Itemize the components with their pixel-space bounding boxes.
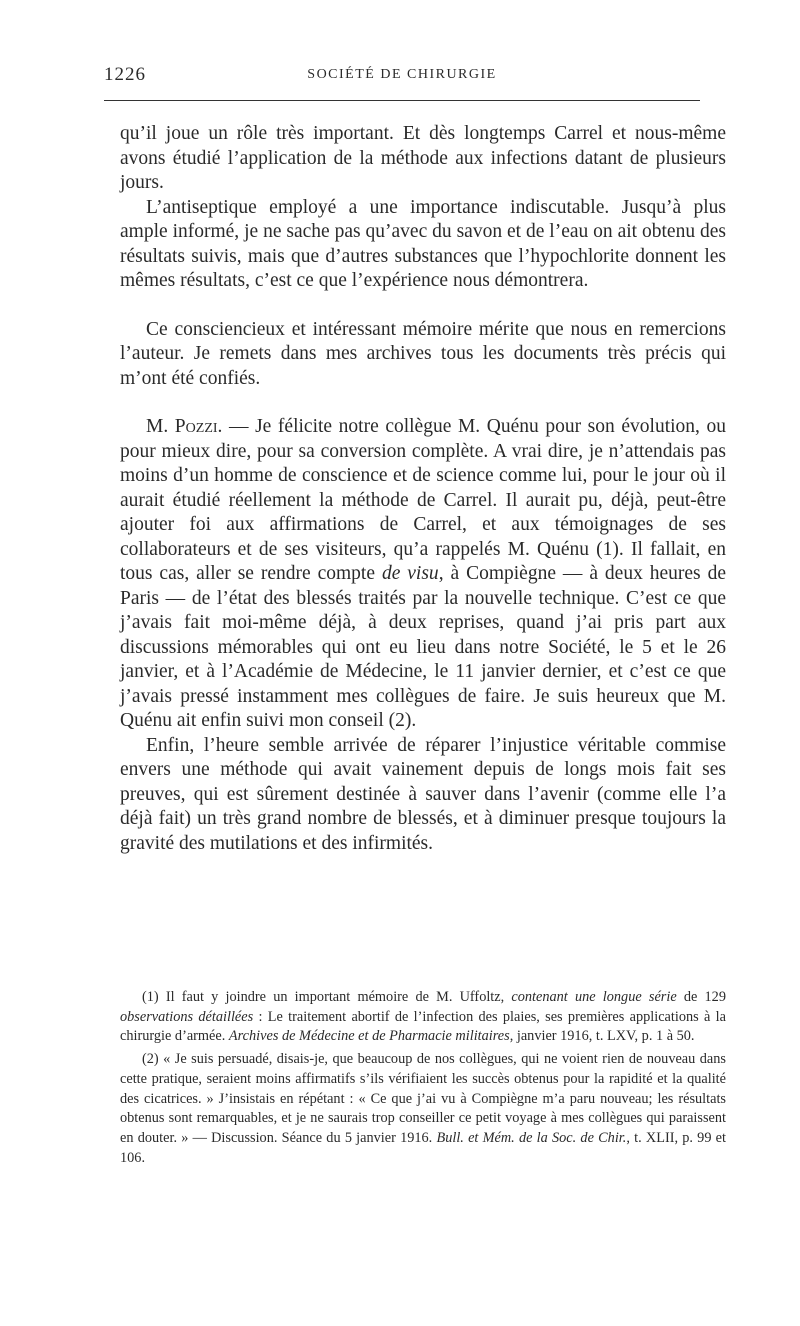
footnote-2 [120,1050,726,1168]
footnotes [120,988,726,1171]
footnote-1-journal: Archives de Médecine et de Pharmacie militaires [228,1028,510,1045]
header-rule [104,100,700,101]
footnote-1-text: (1) Il faut y joindre un important mémoire de M. Uffoltz, [142,989,512,1005]
footnote-1 [120,988,726,1047]
paragraph-4 [120,415,726,734]
running-title: SOCIÉTÉ DE CHIRURGIE [307,67,497,82]
paragraph-gap [120,294,726,318]
footnote-1-text: de 129 [676,989,726,1005]
paragraph-4-italic: de visu [381,563,439,584]
page-number: 1226 [104,64,146,85]
paragraph-gap [120,391,726,415]
footnote-1-text: : Le traitement abortif de l’infection des plaies, ses premières applications à la chirurgie d’armée. [120,1008,726,1045]
main-text [120,122,726,856]
paragraph-4-text-b: , à Compiègne — à deux heures de Paris — de l’état des blessés traités par la nouvelle technique. C’est ce que j’avais fait moi-même déjà, à deux reprises, quand j’ai pris part aux discussions mémorables qui ont eu lieu dans notre Société, le 5 et le 26 janvier, et à l’Académie de Médecine, le 11 janvier dernier, et c’est ce que j’avais pressé instamment mes collègues de faire. Je suis heureux que M. Quénu ait enfin suivi mon conseil (2). [120,563,726,731]
page-header [104,64,700,90]
paragraph-3: Ce consciencieux et intéressant mémoire mérite que nous en remercions l’auteur. Je remets dans mes archives tous les documents très précis qui m’ont été confiés. [120,318,726,389]
paragraph-1: qu’il joue un rôle très important. Et dès longtemps Carrel et nous-même avons étudié l’application de la méthode aux infections datant de plusieurs jours. [120,123,726,193]
footnote-1-text: , janvier 1916, t. LXV, p. 1 à 50. [509,1028,695,1045]
paragraph-5: Enfin, l’heure semble arrivée de réparer l’injustice véritable commise envers une méthode qui avait vainement depuis de longs mois fait ses preuves, qui est sûrement destinée à sauver dans l’avenir (comme elle l’a déjà fait) un très grand nombre de blessés, et à diminuer presque toujours la gravité des mutilations et des infirmités. [120,734,726,854]
footnote-1-italic: observations détaillées [120,1008,254,1025]
paragraph-4-text-a: — Je félicite notre collègue M. Quénu pour son évolution, ou pour mieux dire, pour sa conversion complète. A vrai dire, je n’attendais pas moins d’un homme de conscience et de science comme lui, pour le jour où il aurait étudié réellement la méthode de Carrel. Il aurait pu, déjà, peut-être ajouter foi aux affirmations de Carrel, et aux témoignages de ses collaborateurs et de ses visiteurs, qu’a rappelés M. Quénu (1). Il fallait, en tous cas, aller se rendre compte [120,416,726,584]
footnote-2-journal: Bull. et Mém. de la Soc. de Chir. [436,1129,627,1146]
footnote-2-text: , t. XLII, p. 99 et 106. [120,1129,727,1166]
footnote-2-text: (2) « Je suis persuadé, disais-je, que beaucoup de nos collègues, qui ne voient rien de nouveau dans cette pratique, seraient moins affirmatifs s’ils vérifiaient les succès obtenus pour la rapidité et la qualité des cicatrices. » J’insistais en répétant : « Ce que j’ai vu à Compiègne m’a paru nouveau; les résultats obtenus sont remarquables, et je ne saurais trop conseiller ce petit voyage à mes collègues qui paraissent en douter. » — Discussion. Séance du 5 janvier 1916. [120,1051,726,1146]
speaker-name: M. Pozzi. [146,416,223,437]
footnote-1-italic: contenant une longue série [511,989,677,1005]
paragraph-2: L’antiseptique employé a une importance indiscutable. Jusqu’à plus ample informé, je ne sache pas qu’avec du savon et de l’eau on ait obtenu des résultats suivis, mais que d’autres substances que l’hypochlorite donnent les mêmes résultats, c’est ce que l’expérience nous démontrera. [120,196,726,291]
